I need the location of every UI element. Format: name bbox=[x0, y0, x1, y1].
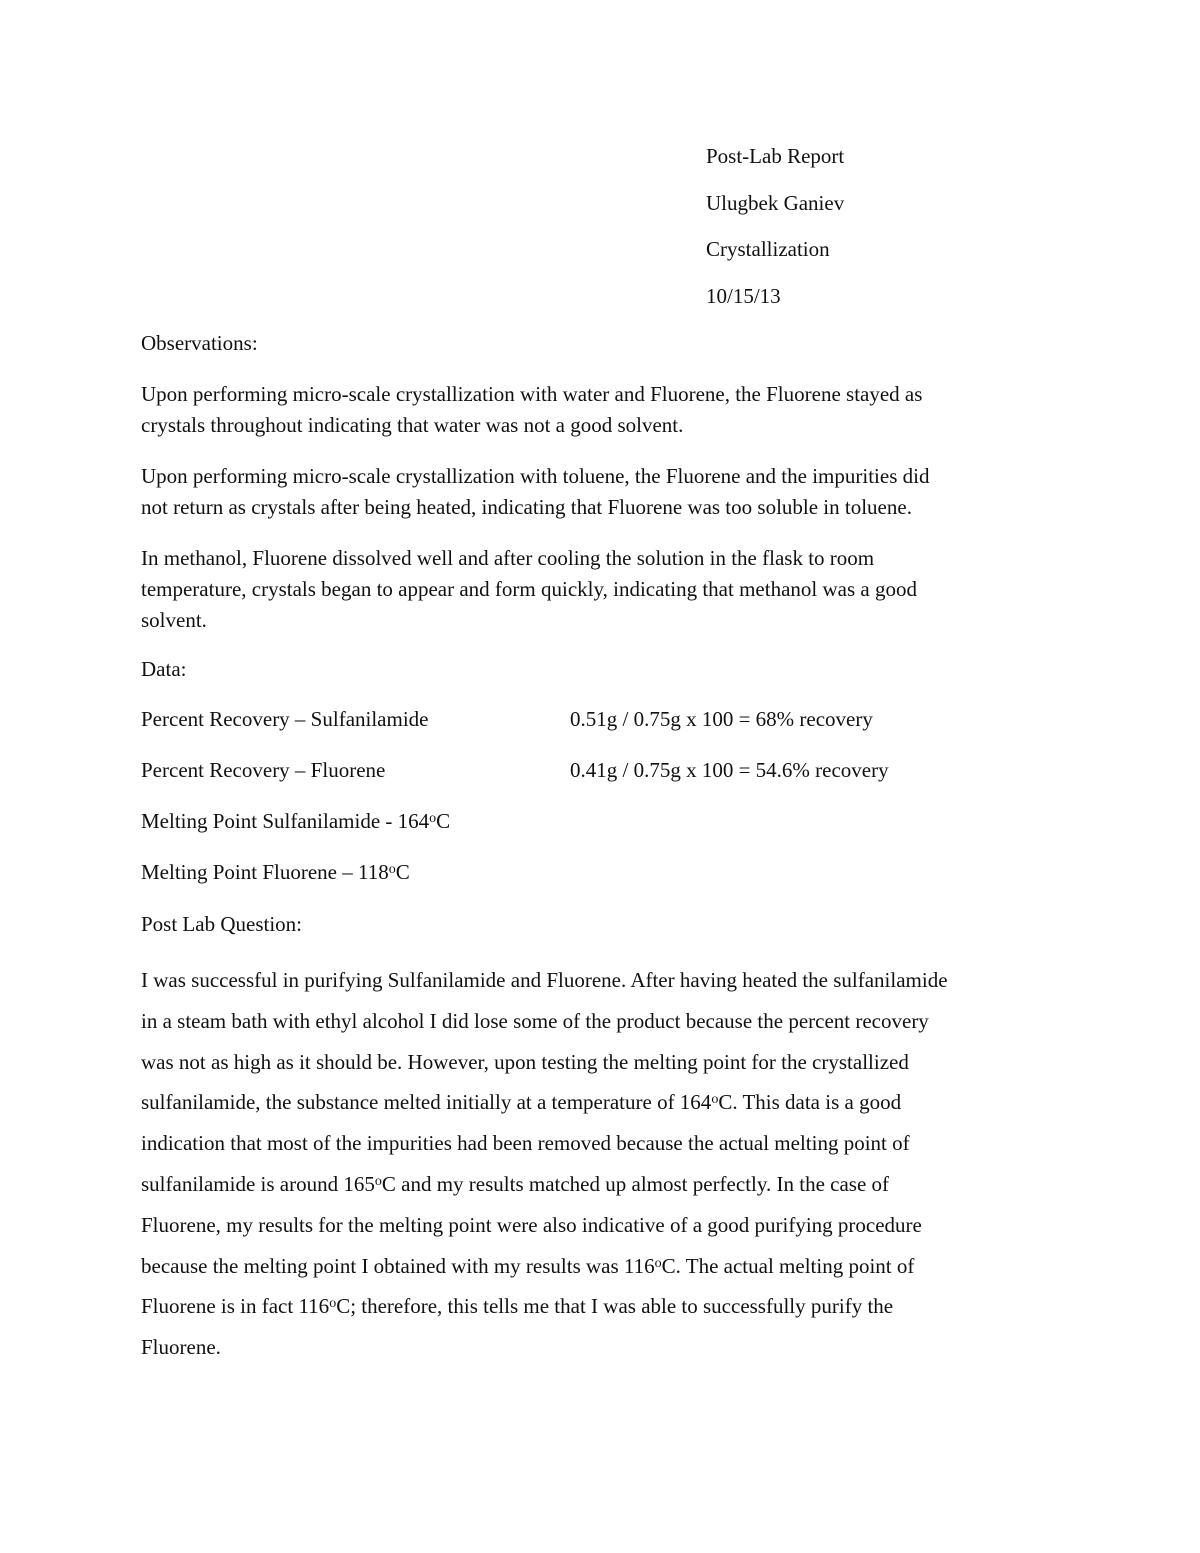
post-lab-question-heading: Post Lab Question: bbox=[141, 912, 302, 936]
report-date: 10/15/13 bbox=[706, 283, 781, 308]
text-line: temperature, crystals began to appear and form quickly, indicating that methanol was a good bbox=[141, 577, 917, 601]
recovery-calculation: 0.41g / 0.75g x 100 = 54.6% recovery bbox=[570, 758, 889, 782]
degree-symbol: o bbox=[711, 1092, 719, 1108]
melting-point-text: Melting Point Fluorene – 118 bbox=[141, 860, 389, 884]
post-lab-answer bbox=[141, 960, 1071, 1368]
answer-text: Fluorene is in fact 116 bbox=[141, 1294, 330, 1319]
unit-text: C bbox=[436, 809, 451, 833]
recovery-row-sulfanilamide bbox=[141, 707, 1061, 735]
answer-line: was not as high as it should be. However, upon testing the melting point for the crystallized bbox=[141, 1049, 909, 1074]
observation-paragraph-2 bbox=[141, 461, 1061, 523]
answer-text: C. The actual melting point of bbox=[661, 1253, 915, 1278]
answer-line: Fluorene. bbox=[141, 1335, 221, 1360]
data-heading: Data: bbox=[141, 657, 187, 681]
text-line: In methanol, Fluorene dissolved well and after cooling the solution in the flask to room bbox=[141, 546, 875, 570]
text-line: Upon performing micro-scale crystallization with toluene, the Fluorene and the impurities did bbox=[141, 464, 930, 488]
answer-line bbox=[141, 1082, 1071, 1123]
report-type: Post-Lab Report bbox=[706, 144, 845, 168]
degree-symbol: o bbox=[429, 811, 437, 826]
melting-point-fluorene bbox=[141, 860, 1061, 888]
unit-text: C bbox=[395, 860, 410, 884]
melting-point-sulfanilamide bbox=[141, 809, 1061, 837]
answer-text: sulfanilamide, the substance melted initially at a temperature of 164 bbox=[141, 1090, 712, 1115]
recovery-label: Percent Recovery – Fluorene bbox=[141, 758, 386, 782]
answer-text: because the melting point I obtained with my results was 116 bbox=[141, 1253, 655, 1278]
observation-paragraph-1 bbox=[141, 379, 1061, 441]
answer-text: sulfanilamide is around 165 bbox=[141, 1171, 375, 1196]
recovery-label: Percent Recovery – Sulfanilamide bbox=[141, 707, 429, 731]
recovery-row-fluorene bbox=[141, 758, 1061, 786]
report-header bbox=[706, 143, 844, 329]
observations-heading: Observations: bbox=[141, 331, 258, 355]
degree-symbol: o bbox=[654, 1255, 662, 1271]
text-line: solvent. bbox=[141, 608, 207, 632]
text-line: crystals throughout indicating that water was not a good solvent. bbox=[141, 413, 684, 437]
text-line: Upon performing micro-scale crystallization with water and Fluorene, the Fluorene stayed as bbox=[141, 382, 923, 406]
answer-line bbox=[141, 1246, 1071, 1287]
answer-line: indication that most of the impurities had been removed because the actual melting point of bbox=[141, 1131, 910, 1156]
degree-symbol: o bbox=[388, 862, 396, 877]
degree-symbol: o bbox=[329, 1296, 337, 1312]
answer-text: C. This data is a good bbox=[718, 1090, 902, 1115]
report-topic: Crystallization bbox=[706, 237, 830, 261]
answer-line bbox=[141, 1286, 1071, 1327]
answer-line: Fluorene, my results for the melting point were also indicative of a good purifying procedure bbox=[141, 1212, 922, 1237]
answer-text: C; therefore, this tells me that I was able to successfully purify the bbox=[336, 1294, 894, 1319]
degree-symbol: o bbox=[374, 1173, 382, 1189]
melting-point-text: Melting Point Sulfanilamide - 164 bbox=[141, 809, 430, 833]
answer-text: C and my results matched up almost perfectly. In the case of bbox=[381, 1171, 890, 1196]
text-line: not return as crystals after being heated, indicating that Fluorene was too soluble in toluene. bbox=[141, 495, 912, 519]
answer-line bbox=[141, 1164, 1071, 1205]
author-name: Ulugbek Ganiev bbox=[706, 190, 845, 215]
observation-paragraph-3 bbox=[141, 543, 1061, 636]
answer-line: in a steam bath with ethyl alcohol I did lose some of the product because the percent recovery bbox=[141, 1008, 929, 1033]
recovery-calculation: 0.51g / 0.75g x 100 = 68% recovery bbox=[570, 707, 873, 731]
answer-line: I was successful in purifying Sulfanilamide and Fluorene. After having heated the sulfanilamide bbox=[141, 968, 948, 992]
